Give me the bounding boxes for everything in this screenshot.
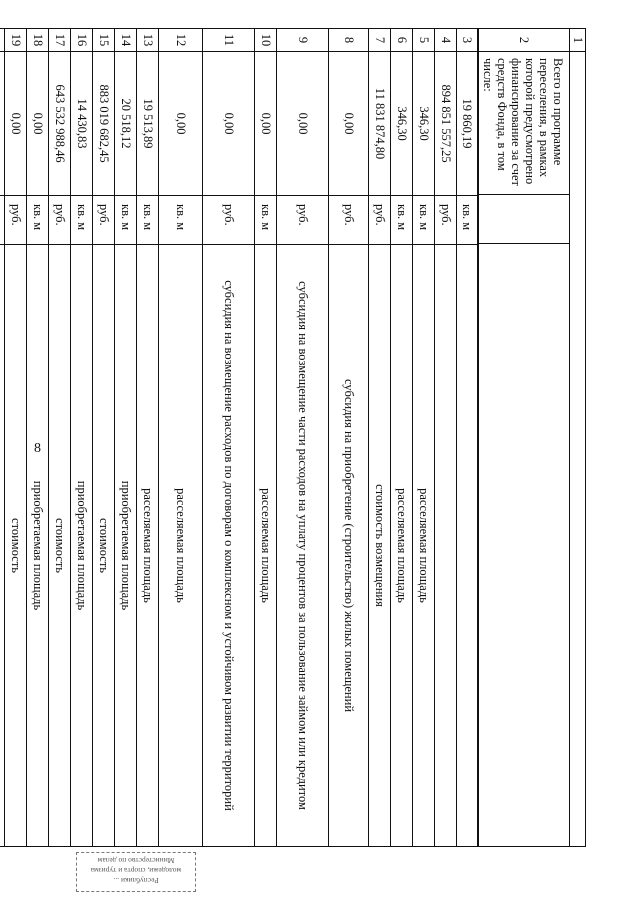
value-cell: 11 831 874,80 <box>369 52 390 196</box>
stamp-line: Республики ... <box>113 876 159 885</box>
resettlement-table <box>9 28 586 847</box>
table-row <box>136 28 158 847</box>
value-cell: 0,00 <box>27 52 48 196</box>
description-cell: стоимость <box>53 518 67 573</box>
row-number-cell <box>0 29 4 52</box>
description-cell: субсидия на возмещение части расходов на уплату процентов за пользование займом или кредитом <box>296 281 310 810</box>
value-cell: 894 851 557,25 <box>435 52 456 196</box>
description-cell: расселяемая площадь <box>395 488 409 603</box>
table-row <box>390 28 412 847</box>
row-number-cell: 16 <box>71 29 92 52</box>
description-cell: стоимость <box>9 518 23 573</box>
description-cell: субсидия на приобретение (строительство) жилых помещений <box>342 378 356 713</box>
row-number-cell: 19 <box>5 29 26 52</box>
description-cell <box>435 245 456 846</box>
value-cell: 0,00 <box>159 52 202 196</box>
row-number-cell: 14 <box>115 29 136 52</box>
program-caption: Всего по программе переселения, в рамках которой предусмотрено финансирование за счет средств Фонда, в том числе: <box>479 52 569 195</box>
unit-cell: руб. <box>277 196 328 245</box>
row-number-cell: 12 <box>159 29 202 52</box>
description-cell: расселяемая площадь <box>417 488 431 603</box>
value-cell <box>0 52 4 196</box>
unit-cell: кв. м <box>137 196 158 245</box>
description-cell: субсидия на возмещение расходов по договорам о комплексном и устойчивом развитии территорий <box>222 280 236 811</box>
table-row <box>456 28 478 847</box>
description-cell: приобретаемая площадь <box>31 480 45 611</box>
unit-cell: кв. м <box>27 196 48 245</box>
value-cell: 0,00 <box>203 52 254 196</box>
unit-cell: руб. <box>369 196 390 245</box>
row-number-cell: 15 <box>93 29 114 52</box>
row-number-cell: 8 <box>329 29 368 52</box>
description-cell <box>457 245 477 846</box>
unit-cell: кв. м <box>71 196 92 245</box>
table-row <box>92 28 114 847</box>
value-cell: 0,00 <box>277 52 328 196</box>
unit-cell: кв. м <box>159 196 202 245</box>
value-cell: 19 860,19 <box>457 52 477 196</box>
table-header-row <box>478 28 569 847</box>
value-cell: 346,30 <box>391 52 412 196</box>
stamp-line: молодежи, спорта и туризма <box>90 866 182 875</box>
table-row <box>412 28 434 847</box>
table-row <box>158 28 202 847</box>
value-cell: 0,00 <box>5 52 26 196</box>
table-row <box>368 28 390 847</box>
page-number: 8 <box>34 441 41 456</box>
description-cell: стоимость <box>97 518 111 573</box>
unit-cell: кв. м <box>413 196 434 245</box>
row-number-cell: 10 <box>255 29 276 52</box>
value-cell: 19 513,89 <box>137 52 158 196</box>
unit-cell <box>479 195 569 244</box>
unit-cell <box>0 196 4 245</box>
row-number-cell: 7 <box>369 29 390 52</box>
description-cell: приобретаемая площадь <box>75 480 89 611</box>
table-row <box>202 28 254 847</box>
table-row <box>328 28 368 847</box>
registration-stamp <box>76 852 196 892</box>
unit-cell: кв. м <box>391 196 412 245</box>
description-cell: приобретаемая площадь <box>119 480 133 611</box>
value-cell: 20 518,12 <box>115 52 136 196</box>
row-number-cell: 9 <box>277 29 328 52</box>
value-cell: 643 532 988,46 <box>49 52 70 196</box>
description-cell <box>0 245 4 846</box>
unit-cell: кв. м <box>457 196 477 245</box>
column-number-cell: 2 <box>479 29 569 52</box>
column-number-cell <box>570 52 585 266</box>
row-number-cell: 3 <box>457 29 477 52</box>
row-number-cell: 13 <box>137 29 158 52</box>
table-row <box>114 28 136 847</box>
table-row <box>434 28 456 847</box>
table-row <box>276 28 328 847</box>
unit-cell: кв. м <box>115 196 136 245</box>
row-number-cell: 11 <box>203 29 254 52</box>
value-cell: 0,00 <box>255 52 276 196</box>
description-cell: расселяемая площадь <box>259 488 273 603</box>
table-row <box>0 28 4 847</box>
row-number-cell: 5 <box>413 29 434 52</box>
description-cell <box>479 244 569 846</box>
row-number-cell: 4 <box>435 29 456 52</box>
value-cell: 14 430,83 <box>71 52 92 196</box>
value-cell: 346,30 <box>413 52 434 196</box>
description-cell: расселяемая площадь <box>174 488 188 603</box>
unit-cell: кв. м <box>255 196 276 245</box>
table-row <box>26 28 48 847</box>
description-cell: расселяемая площадь <box>141 488 155 603</box>
unit-cell: руб. <box>5 196 26 245</box>
value-cell: 883 019 682,45 <box>93 52 114 196</box>
unit-cell: руб. <box>203 196 254 245</box>
unit-cell: руб. <box>93 196 114 245</box>
row-number-cell: 6 <box>391 29 412 52</box>
unit-cell: руб. <box>329 196 368 245</box>
row-number-cell: 18 <box>27 29 48 52</box>
description-cell: стоимость возмещения <box>373 484 387 607</box>
row-number-cell: 17 <box>49 29 70 52</box>
table-row <box>569 28 586 847</box>
stamp-line: Министерство по делам <box>97 856 175 865</box>
value-cell: 0,00 <box>329 52 368 196</box>
unit-cell: руб. <box>49 196 70 245</box>
table-row <box>4 28 26 847</box>
column-number-cell: 1 <box>570 29 585 52</box>
table-row <box>254 28 276 847</box>
unit-cell: руб. <box>435 196 456 245</box>
table-row <box>70 28 92 847</box>
table-row <box>48 28 70 847</box>
